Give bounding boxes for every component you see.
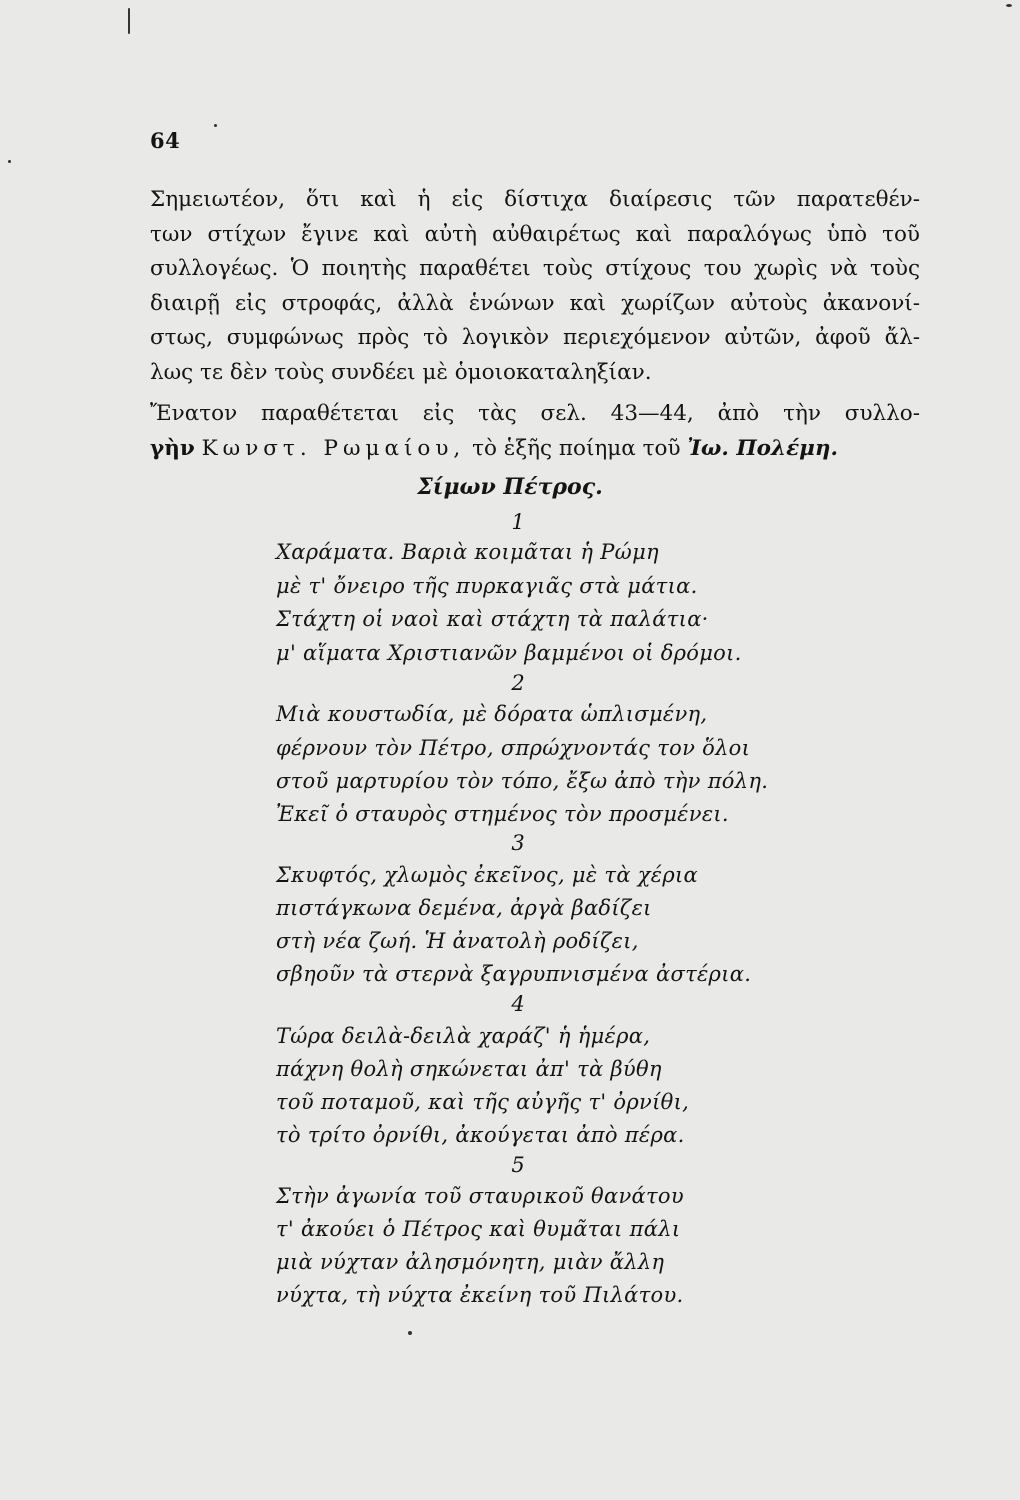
stanza-number: 2 [511,671,525,695]
scan-mark [408,1331,412,1335]
poem-line: στὴ νέα ζωή. Ἡ ἀνατολὴ ροδίζει, [276,929,639,953]
line-prefix: γὴν [150,435,195,461]
poem-line: Χαράματα. Βαριὰ κοιμᾶται ἡ Ρώμη [276,540,659,564]
poem-line: φέρνουν τὸν Πέτρο, σπρώχνοντάς τον ὅλοι [276,736,751,760]
poem-title: Σίμων Πέτρος. [417,474,603,500]
poem-line: στοῦ μαρτυρίου τὸν τόπο, ἔξω ἀπὸ τὴν πόλη. [276,769,769,793]
stanza-number: 5 [511,1153,525,1177]
paragraph-line: Ἔνατον παραθέτεται εἰς τὰς σελ. 43—44, ἀπὸ τὴν συλλο- [150,401,920,426]
paragraph-line: των στίχων ἔγινε καὶ αὐτὴ αὐθαιρέτως καὶ παραλόγως ὑπὸ τοῦ [150,221,920,247]
paragraph-line: συλλογέως. Ὁ ποιητὴς παραθέτει τοὺς στίχους του χωρὶς νὰ τοὺς [150,256,920,282]
page-number: 64 [150,128,181,153]
stanza-number: 3 [511,831,525,855]
poem-line: τοῦ ποταμοῦ, καὶ τῆς αὐγῆς τ' ὀρνίθι, [276,1090,690,1114]
scan-mark [8,160,11,163]
anthology-author: Κωνστ. Ρωμαίου, [201,435,466,461]
paragraph-line: Σημειωτέον, ὅτι καὶ ἡ εἰς δίστιχα διαίρεσις τῶν παρατεθέν- [150,187,920,212]
paragraph-line: διαιρῇ εἰς στροφάς, ἀλλὰ ἑνώνων καὶ χωρίζων αὐτοὺς ἀκανονί- [150,290,920,316]
poem-line: μ' αἵματα Χριστιανῶν βαμμένοι οἱ δρόμοι. [276,641,742,665]
line-middle: τὸ ἑξῆς ποίημα τοῦ [472,435,681,461]
stanza-number: 1 [511,510,525,534]
poem-line: μὲ τ' ὄνειρο τῆς πυρκαγιᾶς στὰ μάτια. [276,574,698,598]
paragraph-line: στως, συμφώνως πρὸς τὸ λογικὸν περιεχόμενον αὐτῶν, ἀφοῦ ἄλ- [150,325,920,351]
poem-line: πάχνη θολὴ σηκώνεται ἀπ' τὰ βύθη [276,1057,662,1081]
stanza-number: 4 [511,992,525,1016]
scan-mark [1006,4,1012,7]
poem-line: Σκυφτός, χλωμὸς ἐκεῖνος, μὲ τὰ χέρια [276,863,699,887]
poem-line: πιστάγκωνα δεμένα, ἀργὰ βαδίζει [276,896,652,920]
paragraph-line: λως τε δὲν τοὺς συνδέει μὲ ὁμοιοκαταληξίαν. [150,359,652,385]
poem-line: μιὰ νύχταν ἀλησμόνητη, μιὰν ἄλλη [276,1250,665,1274]
poem-line: Μιὰ κουστωδία, μὲ δόρατα ὡπλισμένη, [276,702,708,726]
poem-line: τὸ τρίτο ὀρνίθι, ἀκούγεται ἀπὸ πέρα. [276,1123,685,1147]
commentary-paragraph [150,183,920,391]
scan-mark [214,124,217,127]
poem-line: Στάχτη οἱ ναοὶ καὶ στάχτη τὰ παλάτια· [276,607,709,631]
paragraph-line [150,432,920,467]
poem-line: νύχτα, τὴ νύχτα ἐκείνη τοῦ Πιλάτου. [276,1283,684,1307]
poem-line: Στὴν ἀγωνία τοῦ σταυρικοῦ θανάτου [276,1184,684,1208]
poem-line: Τώρα δειλὰ-δειλὰ χαράζ' ἡ ἡμέρα, [276,1024,651,1048]
poem-line: Ἐκεῖ ὁ σταυρὸς στημένος τὸν προσμένει. [276,802,729,826]
poet-name: Ἰω. Πολέμη. [687,435,839,461]
scan-mark [128,8,130,34]
poem-line: σβηοῦν τὰ στερνὰ ξαγρυπνισμένα ἀστέρια. [276,962,752,986]
poem-line: τ' ἀκούει ὁ Πέτρος καὶ θυμᾶται πάλι [276,1217,681,1241]
source-paragraph [150,397,920,466]
